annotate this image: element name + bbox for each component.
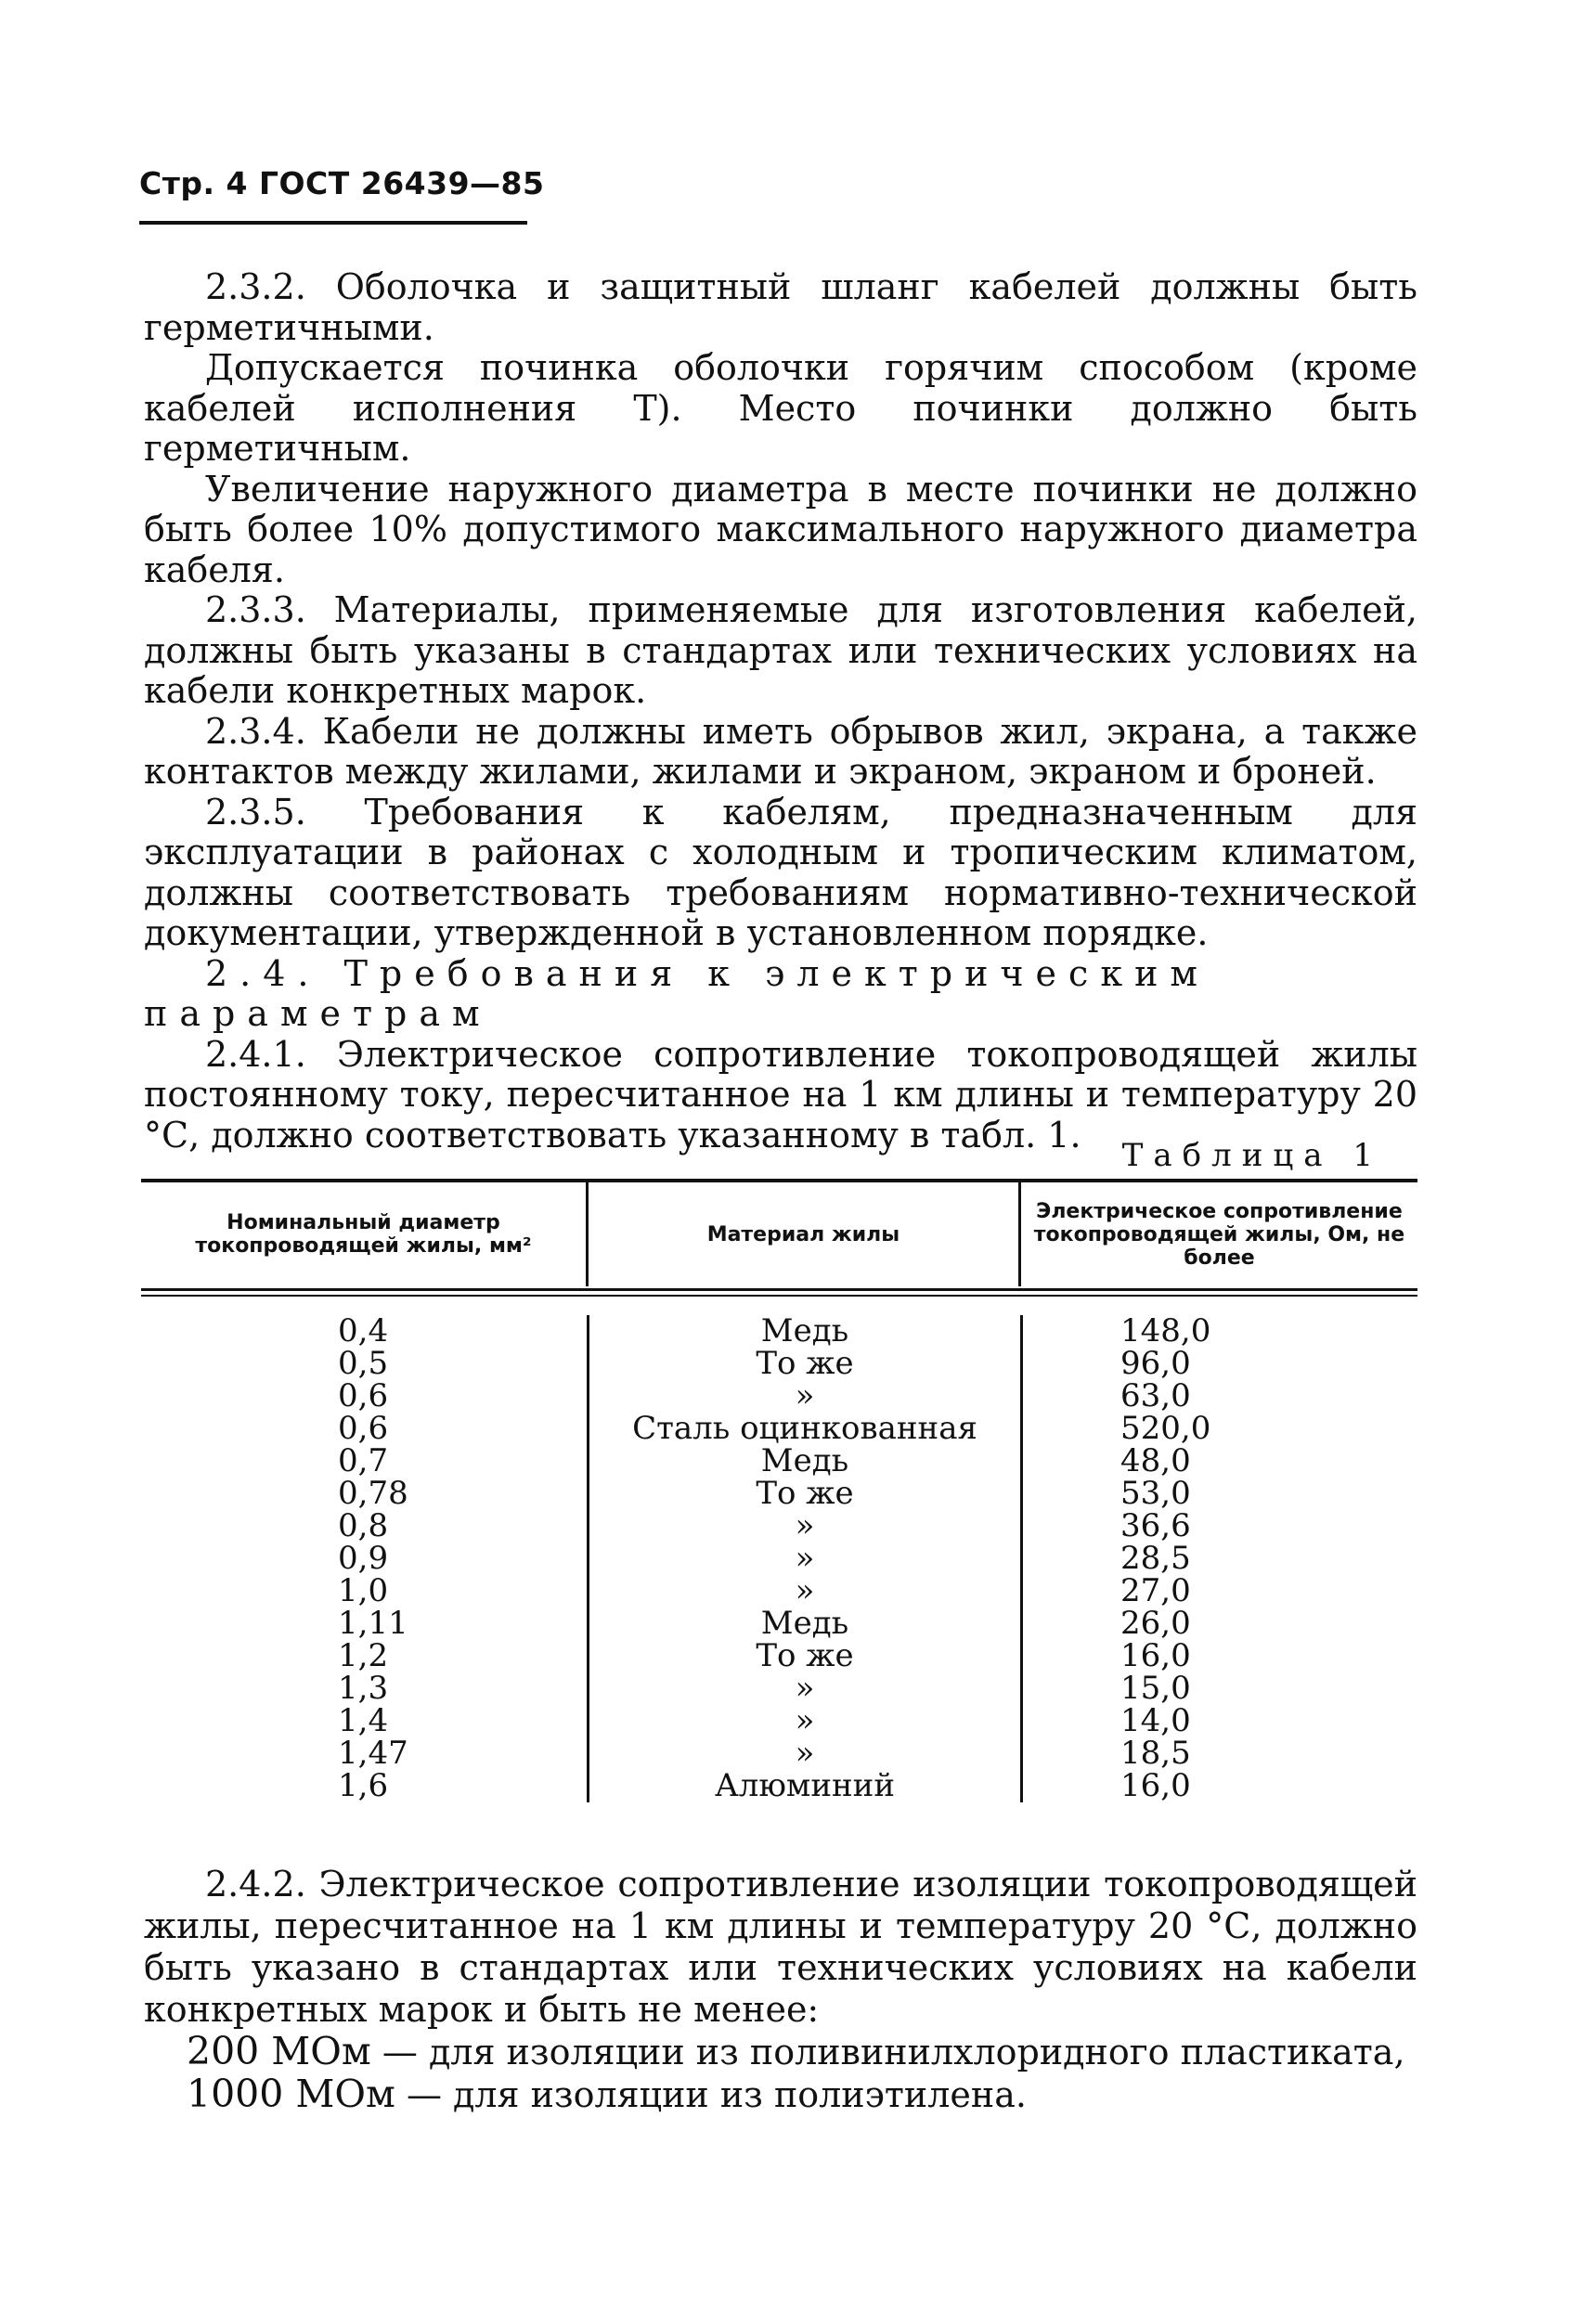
header-rule	[139, 221, 527, 225]
table-cell-resistance: 28,5	[1120, 1540, 1191, 1577]
min-value-pvc-value: 200 МОм	[187, 2029, 371, 2073]
table-cell-diameter: 0,7	[338, 1442, 389, 1479]
paragraph-repair-allowed: Допускается починка оболочки горячим способом (кроме кабелей исполнения Т). Место починки должно быть герметичным.	[144, 347, 1417, 469]
table-cell-diameter: 0,78	[338, 1475, 408, 1512]
header-material: Материал жилы	[586, 1182, 1018, 1286]
table-cell-material: »	[795, 1702, 815, 1739]
table-cell-material: »	[795, 1507, 815, 1544]
table-cell-material: То же	[756, 1475, 854, 1512]
table-cell-diameter: 0,4	[338, 1312, 389, 1349]
paragraph-2-3-2: 2.3.2. Оболочка и защитный шланг кабелей должны быть герметичными.	[144, 266, 1417, 348]
table-cell-diameter: 0,9	[338, 1540, 389, 1577]
section-heading-2-4: 2.4. Требования к электрическим параметрам	[144, 952, 1210, 1034]
table-cell-material: Медь	[760, 1442, 849, 1479]
paragraph-diameter-increase: Увеличение наружного диаметра в месте починки не должно быть более 10% допустимого максимального наружного диаметра кабеля.	[144, 468, 1417, 590]
min-value-polyethylene-value: 1000 МОм	[187, 2072, 395, 2116]
table-cell-diameter: 1,3	[338, 1670, 389, 1707]
header-resistance: Электрическое сопротивление токопроводящей жилы, Ом, не более	[1018, 1182, 1417, 1286]
table-cell-diameter: 0,6	[338, 1377, 389, 1414]
table-cell-material: »	[795, 1735, 815, 1772]
paragraph-2-4-1: 2.4.1. Электрическое сопротивление токопроводящей жилы постоянному току, пересчитанное на 1 км длины и температуру 20 °С, должно соответствовать указанному в табл. 1.	[144, 1033, 1417, 1156]
table-cell-diameter: 1,4	[338, 1702, 389, 1739]
column-materials	[587, 1312, 1020, 1804]
min-value-pvc-text: — для изоляции из поливинилхлоридного пластиката,	[370, 2032, 1405, 2072]
table-cell-diameter: 1,2	[338, 1637, 389, 1674]
paragraph-2-3-5: 2.3.5. Требования к кабелям, предназначенным для эксплуатации в районах с холодным и тропическим климатом, должны соответствовать требованиям нормативно-технической документации, утвержденной в установленном порядке.	[144, 791, 1417, 953]
table-caption: Таблица 1	[1121, 1137, 1383, 1174]
table-cell-diameter: 0,8	[338, 1507, 389, 1544]
table-cell-resistance: 520,0	[1120, 1410, 1211, 1447]
table-cell-material: Медь	[760, 1605, 849, 1642]
table-cell-resistance: 14,0	[1120, 1702, 1191, 1739]
table-header-row	[141, 1182, 1417, 1286]
table-cell-resistance: 16,0	[1120, 1637, 1191, 1674]
table-cell-resistance: 26,0	[1120, 1605, 1191, 1642]
header-diameter: Номинальный диаметр токопроводящей жилы, мм²	[195, 1211, 532, 1258]
page-header: Стр. 4 ГОСТ 26439—85	[139, 165, 545, 201]
table-cell-resistance: 96,0	[1120, 1345, 1191, 1382]
table-cell-resistance: 15,0	[1120, 1670, 1191, 1707]
table-cell-material: Алюминий	[714, 1767, 896, 1804]
table-cell-resistance: 148,0	[1120, 1312, 1211, 1349]
table-cell-material: Сталь оцинкованная	[632, 1410, 977, 1447]
min-value-pvc	[144, 2031, 1417, 2073]
column-resistances	[1020, 1312, 1417, 1804]
body-text	[144, 267, 1417, 1156]
table-cell-material: »	[795, 1540, 815, 1577]
table-cell-material: Медь	[760, 1312, 849, 1349]
table-cell-resistance: 16,0	[1120, 1767, 1191, 1804]
table-cell-diameter: 1,47	[338, 1735, 408, 1772]
table-body	[141, 1297, 1417, 1819]
table-cell-diameter: 1,0	[338, 1572, 389, 1609]
table-cell-resistance: 36,6	[1120, 1507, 1191, 1544]
table-cell-resistance: 48,0	[1120, 1442, 1191, 1479]
table-cell-diameter: 0,6	[338, 1410, 389, 1447]
paragraph-2-3-3: 2.3.3. Материалы, применяемые для изготовления кабелей, должны быть указаны в стандартах или технических условиях на кабели конкретных марок.	[144, 589, 1417, 711]
table-cell-resistance: 63,0	[1120, 1377, 1191, 1414]
paragraph-2-4-2: 2.4.2. Электрическое сопротивление изоляции токопроводящей жилы, пересчитанное на 1 км длины и температуру 20 °С, должно быть указано в стандартах или технических условиях на кабели конкретных марок и быть не менее:	[144, 1864, 1417, 2030]
min-value-polyethylene-text: — для изоляции из полиэтилена.	[395, 2074, 1027, 2115]
table-cell-resistance: 18,5	[1120, 1735, 1191, 1772]
table-cell-diameter: 1,11	[338, 1605, 408, 1642]
table-cell-material: То же	[756, 1345, 854, 1382]
table-cell-diameter: 0,5	[338, 1345, 389, 1382]
table-cell-resistance: 53,0	[1120, 1475, 1191, 1512]
table-cell-resistance: 27,0	[1120, 1572, 1191, 1609]
table-cell-diameter: 1,6	[338, 1767, 389, 1804]
table-cell-material: »	[795, 1670, 815, 1707]
resistance-table	[141, 1179, 1417, 1819]
table-header-rule	[141, 1288, 1417, 1291]
min-value-polyethylene	[144, 2073, 1417, 2116]
table-cell-material: »	[795, 1572, 815, 1609]
table-cell-material: »	[795, 1377, 815, 1414]
column-diameters	[141, 1312, 587, 1804]
table-cell-material: То же	[756, 1637, 854, 1674]
paragraph-2-3-4: 2.3.4. Кабели не должны иметь обрывов жил, экрана, а также контактов между жилами, жилами и экраном, экраном и броней.	[144, 710, 1417, 792]
text-after-table	[144, 1864, 1417, 2116]
